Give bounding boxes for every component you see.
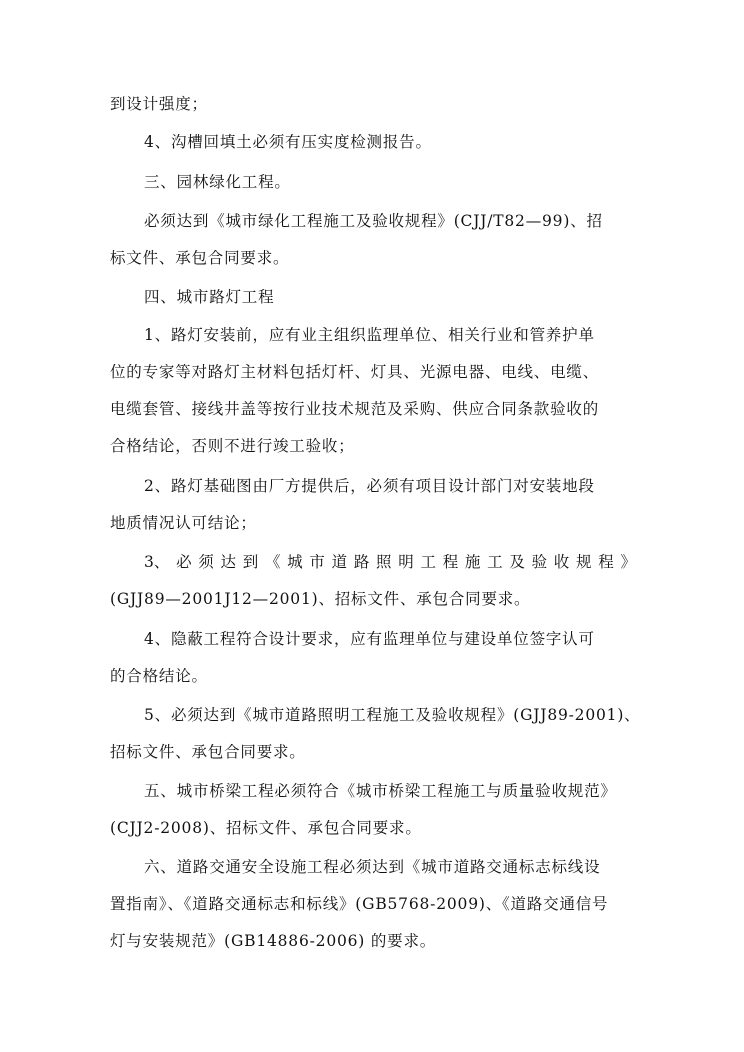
lighting-item-4-line-2: 的合格结论。 xyxy=(110,667,208,685)
section-heading-traffic-line-1: 六、道路交通安全设施工程必须达到《城市道路交通标志标线设 xyxy=(144,858,601,876)
spaced-char: 必 xyxy=(176,553,192,571)
section-heading-traffic-line-2: 置指南》、《道路交通标志和标线》(GB5768-2009)、《道路交通信号 xyxy=(110,895,609,913)
spaced-char: 照 xyxy=(376,553,392,571)
lighting-item-2-line-1: 2、路灯基础图由厂方提供后，必须有项目设计部门对安装地段 xyxy=(144,477,595,495)
spaced-char: 程 xyxy=(598,553,614,571)
spaced-char: 及 xyxy=(509,553,525,571)
spaced-char: 施 xyxy=(464,553,481,571)
spaced-char: 工 xyxy=(487,553,503,571)
spaced-char: 程 xyxy=(442,553,459,571)
landscaping-requirement-line-2: 标文件、承包合同要求。 xyxy=(110,249,290,267)
spaced-char: 明 xyxy=(398,553,414,571)
spaced-char: 须 xyxy=(198,553,214,571)
section-heading-bridges-line-1: 五、城市桥梁工程必须符合《城市桥梁工程施工与质量验收规范》 xyxy=(144,782,617,800)
spaced-char: 城 xyxy=(287,553,303,571)
spaced-char: 工 xyxy=(420,553,436,571)
spaced-char: 路 xyxy=(353,553,370,571)
lighting-item-1-line-4: 合格结论，否则不进行竣工验收； xyxy=(110,437,355,455)
lighting-item-3-line-2: (GJJ89—2001J12—2001)、招标文件、承包合同要求。 xyxy=(110,590,531,608)
lighting-item-4-line-1: 4、隐蔽工程符合设计要求，应有监理单位与建设单位签字认可 xyxy=(144,630,595,648)
section-heading-street-lighting: 四、城市路灯工程 xyxy=(144,288,275,306)
spaced-char: 收 xyxy=(553,553,570,571)
lighting-item-3-line-1 xyxy=(144,552,636,572)
spaced-char: 规 xyxy=(576,553,592,571)
spaced-char: 到 xyxy=(242,553,259,571)
landscaping-requirement-line-1: 必须达到《城市绿化工程施工及验收规程》(CJJ/T82—99)、招 xyxy=(144,212,603,230)
lighting-item-1-line-3: 电缆套管、接线井盖等按行业技术规范及采购、供应合同条款验收的 xyxy=(110,400,600,418)
section-heading-traffic-line-3: 灯与安装规范》(GB14886-2006) 的要求。 xyxy=(110,932,437,950)
spaced-char: 道 xyxy=(331,553,348,571)
lighting-item-2-line-2: 地质情况认可结论； xyxy=(110,514,257,532)
lighting-item-1-line-2: 位的专家等对路灯主材料包括灯杆、灯具、光源电器、电线、电缆、 xyxy=(110,363,600,381)
spaced-char: 《 xyxy=(264,553,281,571)
spaced-char: 达 xyxy=(220,553,237,571)
spaced-char: 》 xyxy=(620,553,636,571)
paragraph-continuation-line: 到设计强度； xyxy=(110,95,208,113)
section-heading-bridges-line-2: (CJJ2-2008)、招标文件、承包合同要求。 xyxy=(110,819,422,837)
spaced-char: 验 xyxy=(531,553,548,571)
item-4-trench-backfill: 4、沟槽回填土必须有压实度检测报告。 xyxy=(144,133,432,151)
lighting-item-5-line-1: 5、必须达到《城市道路照明工程施工及验收规程》(GJJ89-2001)、 xyxy=(144,706,641,724)
lighting-item-1-line-1: 1、路灯安装前，应有业主组织监理单位、相关行业和管养护单 xyxy=(144,326,595,344)
lighting-item-5-line-2: 招标文件、承包合同要求。 xyxy=(110,743,306,761)
section-heading-landscaping: 三、园林绿化工程。 xyxy=(144,173,291,191)
spaced-char: 市 xyxy=(309,553,325,571)
spaced-char: 3、 xyxy=(144,553,170,571)
